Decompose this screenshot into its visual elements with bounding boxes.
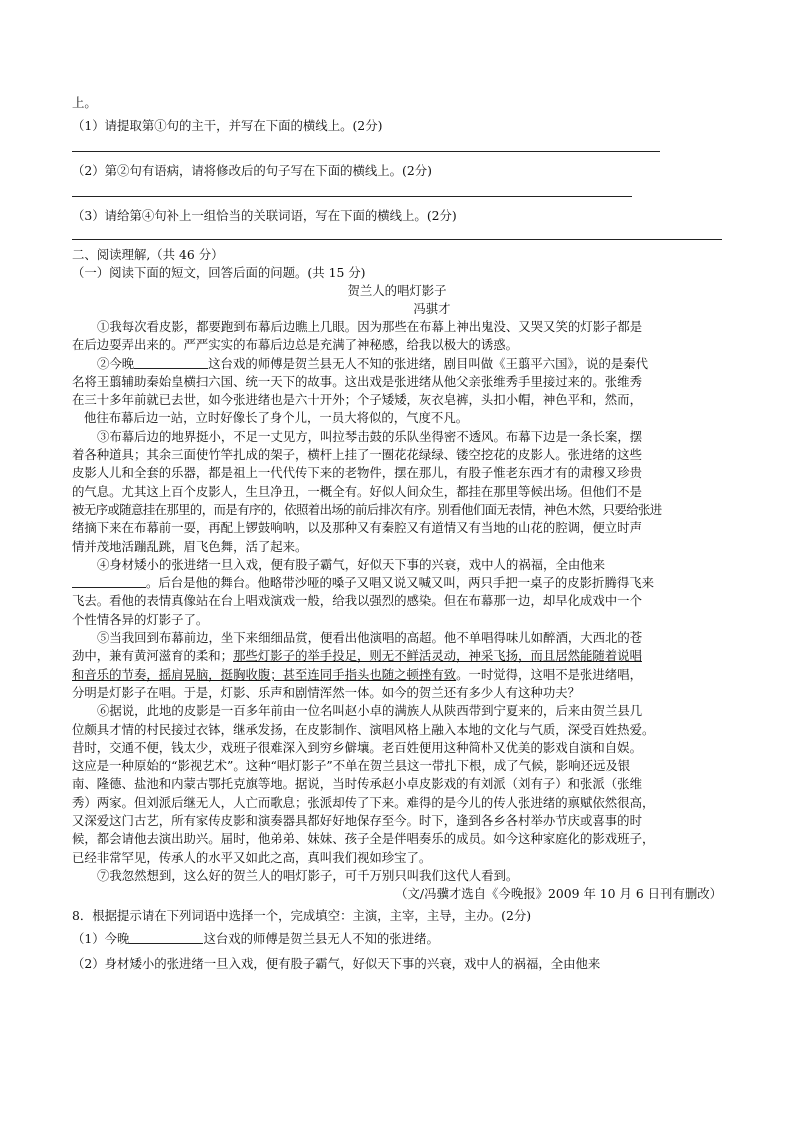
p3-line: 绪摘下来在布幕前一耍，再配上锣鼓响呐，以及那种又有秦腔又有道情又有当地的山花的腔调，便立时声 — [72, 520, 642, 536]
p6-line: 又深爱这门古艺，所有家传皮影和演奏器具都好好地保存至今。时下，逢到各乡各村举办节庆或喜事的时 — [72, 813, 642, 829]
p4-line: ④身材矮小的张进绪一旦入戏，便有股子霸气，好似天下事的兴衰，戏中人的祸福，全由他来 — [97, 556, 606, 572]
p5-line: 分明是灯影子在唱。于是，灯影、乐声和剧情浑然一体。如今的贺兰还有多少人有这种功夫？ — [72, 684, 581, 700]
p6-line: 秀）两家。但刘派后继无人，人亡而歌息；张派却传了下来。难得的是今儿的传人张进绪的禀赋依然很高， — [72, 794, 655, 810]
p3-line: 着各种道具；其余三面使竹竿扎成的架子，横杆上挂了一圈花花绿绿、镂空挖花的皮影人。张进绪的这些 — [72, 447, 642, 463]
article-source: （文/冯骥才选自《今晚报》2009 年 10 月 6 日刊有删改） — [395, 886, 722, 902]
question-2: （2）第②句有语病，请将修改后的句子写在下面的横线上。(2分) — [72, 163, 432, 178]
question-3: （3）请给第④句补上一组恰当的关联词语，写在下面的横线上。(2分) — [72, 208, 457, 223]
question-8-sub-1 — [72, 928, 722, 950]
p2-line — [72, 355, 722, 373]
answer-line-1[interactable] — [72, 151, 660, 152]
p6-line: ⑥据说，此地的皮影是一百多年前由一位名叫赵小卓的满族人从陕西带到宁夏来的，后来由贺兰县几 — [97, 703, 643, 719]
p6-line: 已经非常罕见，传承人的水平又如此之高，真叫我们视如珍宝了。 — [72, 849, 432, 865]
p4-suffix: 。后台是他的舞台。他略带沙哑的嗓子又唱又说又喊又叫，两只手把一桌子的皮影折腾得飞来 — [146, 575, 655, 591]
blank-1[interactable] — [134, 356, 208, 369]
p4-line: 个性情各异的灯影子了。 — [72, 611, 209, 627]
blank-2[interactable] — [72, 575, 146, 588]
p3-line: 皮影人儿和全套的乐器，都是祖上一代代传下来的老物件，摆在那儿，有股子惟老东西才有的肃穆又珍贵 — [72, 465, 642, 481]
paragraph-1 — [72, 318, 722, 355]
paragraph-6 — [72, 702, 722, 867]
paragraph-4 — [72, 556, 722, 629]
p2-suffix: 这台戏的师傅是贺兰县无人不知的张进绪，剧目叫做《王翦平六国》，说的是秦代 — [208, 355, 649, 371]
answer-line-2[interactable] — [72, 196, 632, 197]
paragraph-3 — [72, 428, 722, 556]
p1-line: ①我每次看皮影，都要跑到布幕后边瞧上几眼。因为那些在布幕上神出鬼没、又哭又笑的灯影子都是 — [97, 319, 643, 334]
paragraph-2 — [72, 355, 722, 428]
p7-line: ⑦我忽然想到，这么好的贺兰人的唱灯影子，可千万别只叫我们这代人看到。 — [97, 867, 519, 883]
question-8-stem: 8．根据提示请在下列词语中选择一个，完成填空：主演，主宰，主导，主办。(2分) — [72, 907, 532, 923]
p5-line — [72, 666, 722, 684]
p1-line: 在后边耍弄出来的。严严实实的布幕后边总是充满了神秘感，给我以极大的诱惑。 — [72, 337, 519, 353]
p3-line: ③布幕后边的地界挺小，不足一丈见方，叫拉琴击鼓的乐队坐得密不透风。布幕下边是一条长案，摆 — [97, 428, 643, 444]
p2-line: 在三十多年前就已去世，如今张进绪也是六十开外；个子矮矮，灰衣皂裤，头扣小帽，神色平和，然而， — [72, 392, 642, 408]
p4-line — [72, 574, 722, 592]
p6-line: 候，都会请他去演出助兴。届时，他弟弟、妹妹、孩子全是伴唱奏乐的成员。如今这种家庭化的影戏班子， — [72, 831, 655, 847]
p5-text: 。一时觉得，这唱不是张进绪唱， — [456, 666, 642, 682]
p6-line: 南、隆德、盐池和内蒙古鄂托克旗等地。据说，当时传承赵小卓皮影戏的有刘派（刘有子）和张派（张维 — [72, 776, 642, 792]
answer-line-3[interactable] — [72, 239, 722, 240]
p3-line: 情并茂地活蹦乱跳，眉飞色舞，活了起来。 — [72, 538, 308, 554]
p6-line: 这应是一种原始的“影视艺术”。这种“唱灯影子”不单在贺兰县这一带扎下根，成了气候，影响还远及银 — [72, 758, 631, 774]
blank-q8-1[interactable] — [129, 931, 203, 944]
q8-s1-suffix: 这台戏的师傅是贺兰县无人不知的张进绪。 — [203, 930, 439, 946]
p5-line: ⑤当我回到布幕前边，坐下来细细品赏，便看出他演唱的高超。他不单唱得味儿如醉酒，大西北的苍 — [97, 630, 643, 646]
p5-line — [72, 647, 722, 665]
p2-line: 名将王翦辅助秦始皇横扫六国、统一天下的故事。这出戏是张进绪从他父亲张维秀手里接过来的。张维秀 — [72, 373, 642, 389]
p5-text: 劲中，兼有黄河滋育的柔和； — [72, 648, 234, 664]
p4-line: 飞去。看他的表情真像站在台上唱戏演戏一般，给我以强烈的感染。但在布幕那一边，却早化成戏中一个 — [72, 593, 642, 609]
p3-line: 被无序或随意挂在那里的，而是有序的，依照着出场的前后排次有序。别看他们面无表情，神色木然，只要给张进 — [72, 501, 662, 517]
p6-line: 昔时，交通不便，钱太少，戏班子很难深入到穷乡僻壤。老百姓便用这种简朴又优美的影戏自演和自娱。 — [72, 739, 642, 755]
exam-page — [72, 94, 722, 975]
p2-prefix: ②今晚 — [97, 355, 135, 371]
p5-underlined-text: 那些灯影子的举手投足，则无不鲜活灵动，神采飞扬，而且居然能随着说唱 — [233, 648, 642, 664]
paragraph-7 — [72, 867, 722, 885]
section-subheading: （一）阅读下面的短文，回答后面的问题。(共 15 分) — [72, 265, 366, 280]
article-author: 冯骐才 — [413, 301, 451, 316]
p6-line: 位颇具才情的村民接过衣钵，继承发扬，在皮影制作、演唱风格上融入本地的文化与气质，深受百姓热爱。 — [72, 721, 655, 737]
article-title: 贺兰人的唱灯影子 — [347, 283, 447, 298]
section-heading: 二、阅读理解,（共 46 分） — [72, 247, 224, 262]
p5-underlined-text: 和音乐的节奏，摇肩晃脑，挺胸收腹；甚至连同手指头也随之顿挫有致 — [72, 666, 457, 682]
q8-s1-prefix: （1）今晚 — [72, 930, 130, 946]
p3-line: 的气息。尤其这上百个皮影人，生旦净丑，一概全有。好似人间众生，都挂在那里等候出场。但他们不是 — [72, 483, 642, 499]
p2-line: 他往布幕后边一站，立时好像长了身个儿，一员大将似的，气度不凡。 — [84, 410, 469, 426]
paragraph-5 — [72, 629, 722, 702]
question-1: （1）请提取第①句的主干，并写在下面的横线上。(2分) — [72, 118, 383, 133]
prev-text: 上。 — [72, 95, 97, 110]
question-8-sub-2: （2）身材矮小的张进绪一旦入戏，便有股子霸气，好似天下事的兴衰，戏中人的祸福，全由他来 — [72, 955, 601, 971]
